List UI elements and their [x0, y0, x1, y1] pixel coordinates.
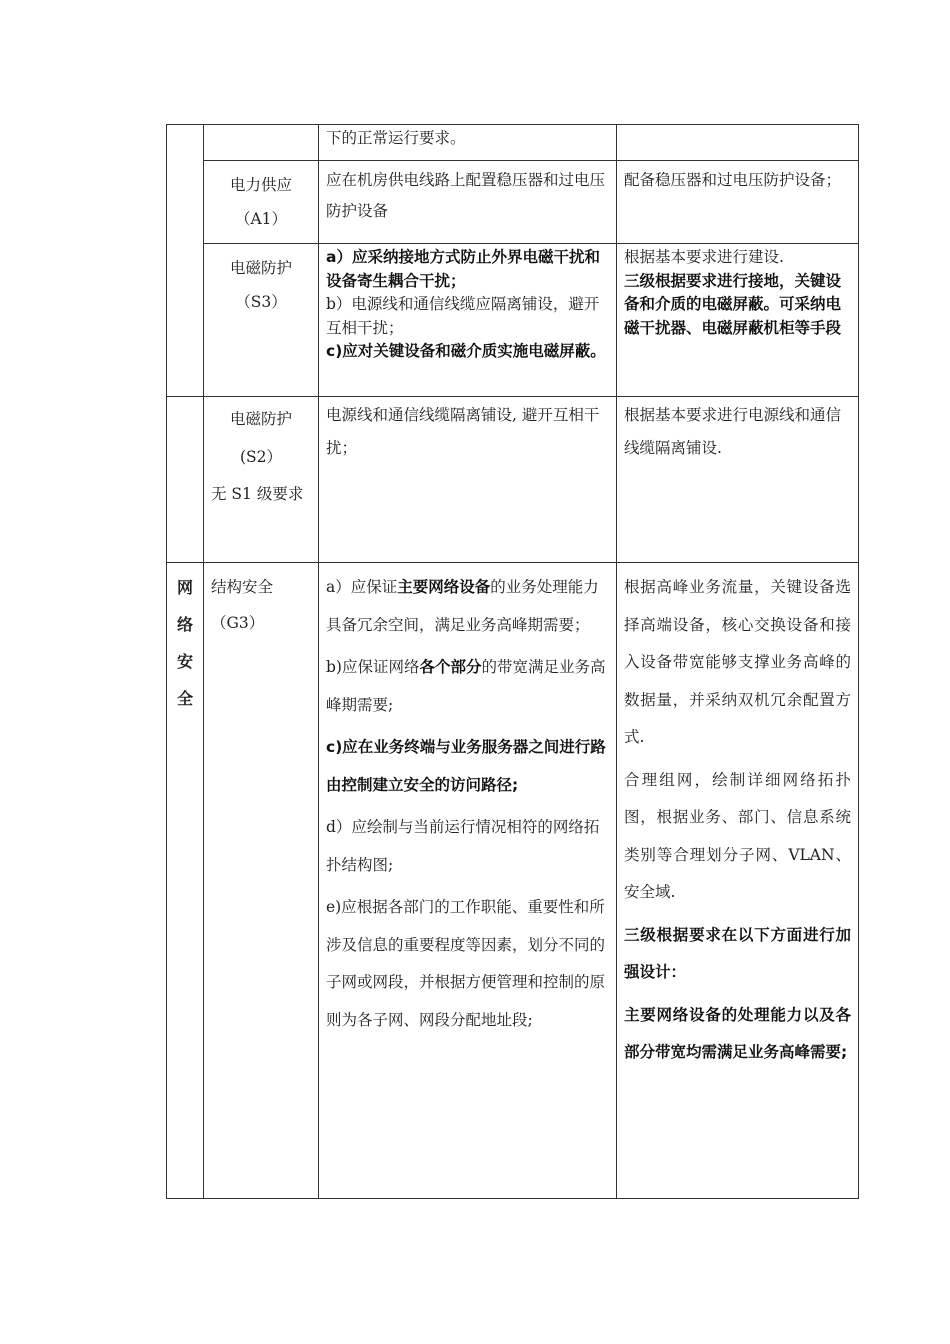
requirement-text: 下的正常运行要求。 — [326, 129, 466, 147]
item-cell — [204, 397, 319, 563]
item-cell — [204, 244, 319, 397]
requirement-c: c)应对关键设备和磁介质实施电磁屏蔽。 — [326, 342, 606, 360]
item-code: （S3） — [235, 292, 287, 311]
security-requirements-table — [166, 124, 859, 1199]
item-name: 结构安全 — [211, 578, 274, 596]
item-cell — [204, 161, 319, 244]
requirement-cell — [319, 397, 617, 563]
measure-cell — [617, 397, 859, 563]
text-run-bold: 各个部分 — [419, 658, 482, 676]
requirement-cell — [319, 563, 617, 1199]
category-cell-empty — [167, 397, 204, 563]
requirement-text: 应在机房供电线路上配置稳压器和过电压防护设备 — [326, 171, 606, 220]
text-run-bold: 主要网络设备 — [397, 578, 491, 596]
item-cell — [204, 125, 319, 161]
requirement-text: 电源线和通信线缆隔离铺设, 避开互相干扰； — [326, 406, 600, 457]
table-row — [167, 397, 859, 563]
table-row — [167, 563, 859, 1199]
requirement-cell — [319, 244, 617, 397]
table-row — [167, 161, 859, 244]
measure-d: 主要网络设备的处理能力以及各部分带宽均需满足业务高峰需要; — [624, 1005, 851, 1061]
requirement-a: a）应采纳接地方式防止外界电磁干扰和设备寄生耦合干扰； — [326, 248, 600, 290]
table-row — [167, 125, 859, 161]
measure-text: 根据基本要求进行电源线和通信线缆隔离铺设. — [624, 406, 842, 457]
requirement-cell — [319, 125, 617, 161]
measure-cell — [617, 563, 859, 1199]
requirement-d: d）应绘制与当前运行情况相符的网络拓扑结构图; — [326, 818, 600, 874]
requirement-c: c)应在业务终端与业务服务器之间进行路由控制建立安全的访问路径; — [326, 738, 606, 794]
category-cell-empty — [167, 125, 204, 397]
measure-cell — [617, 125, 859, 161]
requirement-cell — [319, 161, 617, 244]
measure-text: 配备稳压器和过电压防护设备； — [624, 171, 842, 189]
item-code: （A1） — [234, 209, 288, 228]
text-run: 的带宽满足业务高峰期需要; — [326, 658, 606, 714]
category-char: 安 — [176, 652, 193, 671]
requirement-b: b）电源线和通信线缆应隔离铺设，避开互相干扰； — [326, 295, 600, 337]
measure-c: 三级根据要求在以下方面进行加强设计： — [624, 925, 851, 981]
measure-cell — [617, 244, 859, 397]
category-char: 全 — [176, 689, 193, 708]
text-run: a）应保证 — [326, 578, 398, 596]
item-code: （G3） — [211, 613, 265, 632]
table-row — [167, 244, 859, 397]
requirement-a — [326, 569, 609, 644]
item-note: 无 S1 级要求 — [211, 485, 304, 503]
item-name: 电力供应 — [229, 176, 292, 194]
text-run: b)应保证网络 — [326, 658, 420, 676]
item-cell — [204, 563, 319, 1199]
measure-a: 根据高峰业务流量，关键设备选择高端设备，核心交换设备和接入设备带宽能够支撑业务高峰的数据量，并采纳双机冗余配置方式. — [624, 578, 851, 746]
category-char: 络 — [176, 615, 193, 634]
item-code: (S2） — [239, 447, 283, 466]
text-run: 的业务处理能力具备冗余空间，满足业务高峰期需要； — [326, 578, 599, 634]
measure-emphasis: 三级根据要求进行接地，关键设备和介质的电磁屏蔽。可采纳电磁干扰器、电磁屏蔽机柜等手段 — [624, 271, 842, 337]
measure-text: 根据基本要求进行建设. — [624, 248, 784, 266]
item-name: 电磁防护 — [229, 259, 292, 277]
category-char: 网 — [176, 578, 193, 597]
requirement-b — [326, 649, 609, 724]
measure-cell — [617, 161, 859, 244]
measure-b: 合理组网，绘制详细网络拓扑图，根据业务、部门、信息系统类别等合理划分子网、VLAN、安全域. — [624, 770, 851, 901]
category-cell — [167, 563, 204, 1199]
requirement-e: e)应根据各部门的工作职能、重要性和所涉及信息的重要程度等因素，划分不同的子网或网段，并根据方便管理和控制的原则为各子网、网段分配地址段; — [326, 898, 606, 1029]
item-name: 电磁防护 — [229, 410, 292, 428]
